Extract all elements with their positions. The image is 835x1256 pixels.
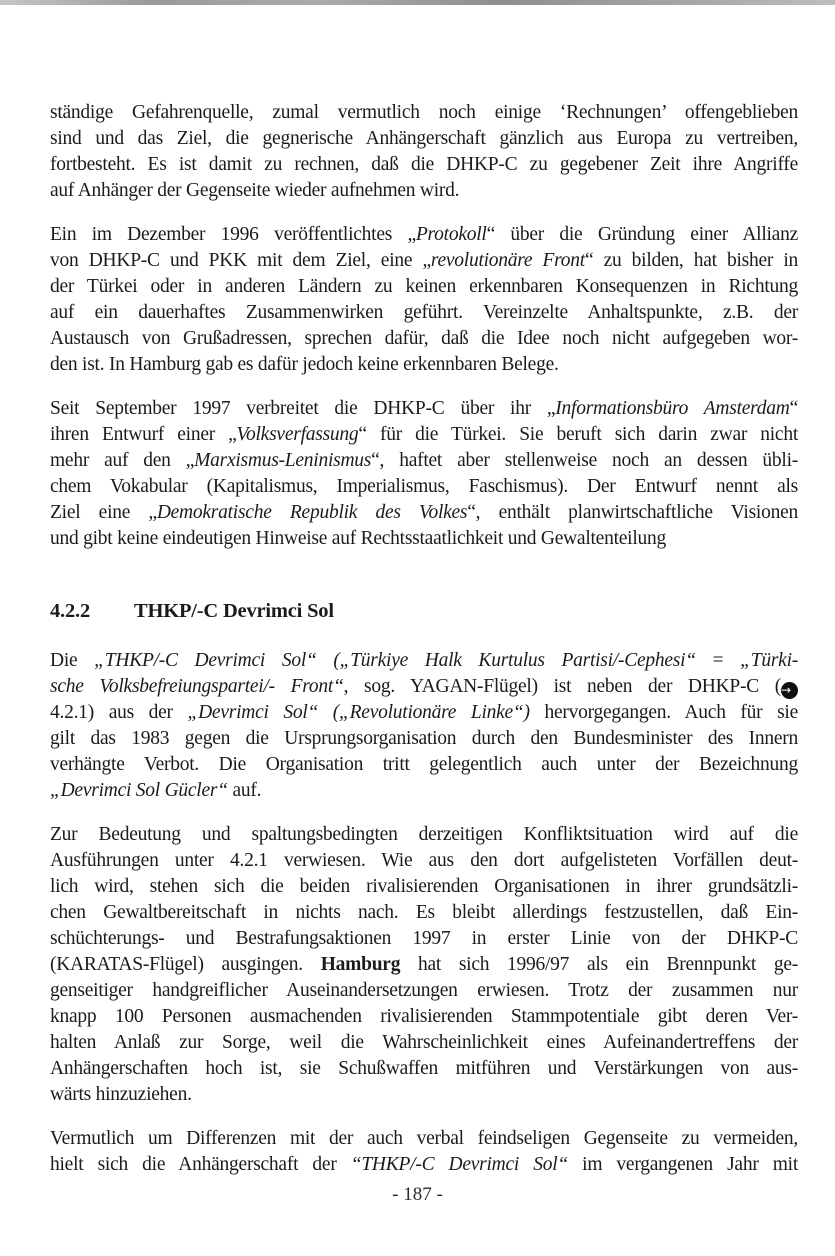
text-segment: verhängte Verbot. Die Organisation tritt gelegentlich auch unter der Bezeichnung xyxy=(50,754,798,775)
text-line xyxy=(50,178,798,204)
text-segment: knapp 100 Personen ausmachenden rivalisierenden Stammpotentiale gibt deren Ver- xyxy=(50,1006,798,1027)
text-line xyxy=(50,726,798,752)
text-segment: schüchterungs- und Bestrafungsaktionen 1997 in erster Linie von der DHKP-C xyxy=(50,928,798,949)
paragraph xyxy=(50,100,798,204)
text-segment: chen Gewaltbereitschaft in nichts nach. Es bleibt allerdings festzustellen, daß Ein- xyxy=(50,902,798,923)
text-segment: = xyxy=(695,650,741,671)
text-segment: auf ein dauerhaftes Zusammenwirken geführt. Vereinzelte Anhaltspunkte, z.B. der xyxy=(50,302,798,323)
text-segment: Protokoll xyxy=(415,224,487,245)
text-segment: fortbesteht. Es ist damit zu rechnen, daß die DHKP-C zu gegebener Zeit ihre Angriffe xyxy=(50,154,798,175)
text-line xyxy=(50,1152,798,1178)
text-segment: Demokratische Republik des Volkes xyxy=(156,502,468,523)
text-line xyxy=(50,1082,798,1108)
text-segment: von DHKP-C und PKK mit dem Ziel, eine „ xyxy=(50,250,431,271)
text-segment: der Türkei oder in anderen Ländern zu keinen erkennbaren Konsequenzen in Richtung xyxy=(50,276,798,297)
text-segment: “, haftet aber stellenweise noch an dessen übli- xyxy=(371,450,798,471)
text-segment: “ xyxy=(789,398,799,419)
text-line xyxy=(50,926,798,952)
paragraph xyxy=(50,822,798,1108)
text-segment: „THKP/-C Devrimci Sol“ („Türkiye Halk Kurtulus Partisi/-Cephesi“ xyxy=(94,650,696,671)
text-segment: sche Volksbefreiungspartei/- Front“ xyxy=(50,676,344,697)
text-segment: Informationsbüro Amsterdam xyxy=(555,398,790,419)
text-segment: Hamburg xyxy=(320,954,401,975)
text-line xyxy=(50,100,798,126)
text-line xyxy=(50,752,798,778)
text-line xyxy=(50,648,798,674)
text-segment: chem Vokabular (Kapitalismus, Imperialismus, Faschismus). Der Entwurf nennt als xyxy=(50,476,798,497)
text-segment: “THKP/-C Devrimci Sol“ xyxy=(350,1154,568,1175)
text-line xyxy=(50,526,798,552)
text-line xyxy=(50,778,798,804)
text-segment: (KARATAS-Flügel) ausgingen. xyxy=(50,954,321,975)
text-segment: ständige Gefahrenquelle, zumal vermutlich noch einige ‘Rechnungen’ offengeblieben xyxy=(50,102,798,123)
text-segment: und gibt keine eindeutigen Hinweise auf Rechtsstaatlichkeit und Gewaltenteilung xyxy=(50,528,666,549)
text-line xyxy=(50,1056,798,1082)
text-line xyxy=(50,874,798,900)
text-segment: wärts hinzuziehen. xyxy=(50,1084,192,1105)
text-segment: Die xyxy=(50,650,95,671)
text-line xyxy=(50,500,798,526)
text-segment: sind und das Ziel, die gegnerische Anhängerschaft gänzlich aus Europa zu vertreiben, xyxy=(50,128,798,149)
text-segment: Ziel eine „ xyxy=(50,502,157,523)
text-segment: Vermutlich um Differenzen mit der auch verbal feindseligen Gegenseite zu vermeiden, xyxy=(50,1128,798,1149)
text-line xyxy=(50,300,798,326)
text-line xyxy=(50,152,798,178)
text-line xyxy=(50,448,798,474)
text-segment: “ zu bilden, hat bisher in xyxy=(584,250,798,271)
text-line xyxy=(50,674,798,700)
section-number: 4.2.2 xyxy=(50,600,91,622)
text-line xyxy=(50,822,798,848)
text-line xyxy=(50,900,798,926)
text-line xyxy=(50,1126,798,1152)
text-segment: im vergangenen Jahr mit xyxy=(568,1154,798,1175)
text-line xyxy=(50,222,798,248)
text-line xyxy=(50,700,798,726)
text-segment: ihren Entwurf einer „ xyxy=(50,424,237,445)
scan-edge-top xyxy=(0,0,835,5)
section-heading xyxy=(50,598,798,624)
text-segment: den ist. In Hamburg gab es dafür jedoch keine erkennbaren Belege. xyxy=(50,354,559,375)
text-line xyxy=(50,1030,798,1056)
text-line xyxy=(50,126,798,152)
text-line xyxy=(50,978,798,1004)
text-line xyxy=(50,274,798,300)
text-segment: „Devrimci Sol“ („Revolutionäre Linke“) xyxy=(187,702,530,723)
text-line xyxy=(50,396,798,422)
text-segment: mehr auf den „ xyxy=(50,450,195,471)
text-segment: Marxismus-Leninismus xyxy=(194,450,372,471)
section-title: THKP/-C Devrimci Sol xyxy=(134,600,334,622)
text-segment: “ für die Türkei. Sie beruft sich darin zwar nicht xyxy=(358,424,798,445)
page-body-bottom xyxy=(50,648,798,1178)
text-segment: “, enthält planwirtschaftliche Visionen xyxy=(467,502,798,523)
text-segment: hielt sich die Anhängerschaft der xyxy=(50,1154,351,1175)
text-segment: halten Anlaß zur Sorge, weil die Wahrscheinlichkeit eines Aufeinandertreffens der xyxy=(50,1032,798,1053)
text-segment: Zur Bedeutung und spaltungsbedingten derzeitigen Konfliktsituation wird auf die xyxy=(50,824,798,845)
text-segment: “ über die Gründung einer Allianz xyxy=(486,224,798,245)
text-line xyxy=(50,474,798,500)
text-line xyxy=(50,326,798,352)
page-body-top xyxy=(50,100,798,552)
text-segment: „Türki- xyxy=(740,650,799,671)
text-segment: gilt das 1983 gegen die Ursprungsorganisation durch den Bundesminister des Innern xyxy=(50,728,798,749)
paragraph xyxy=(50,396,798,552)
text-segment: 4.2.1) aus der xyxy=(50,702,188,723)
text-segment: Volksverfassung xyxy=(236,424,359,445)
text-segment: „Devrimci Sol Gücler“ xyxy=(50,780,228,801)
text-segment: auf. xyxy=(227,780,262,801)
text-segment: Seit September 1997 verbreitet die DHKP-C über ihr „ xyxy=(50,398,556,419)
document-page xyxy=(50,100,798,1196)
text-segment: genseitiger handgreiflicher Auseinandersetzungen erwiesen. Trotz der zusammen nur xyxy=(50,980,798,1001)
text-segment: , sog. YAGAN-Flügel) ist neben der DHKP-C ( xyxy=(343,676,781,697)
text-line xyxy=(50,952,798,978)
text-line xyxy=(50,248,798,274)
cross-reference-icon: → xyxy=(781,682,798,699)
paragraph xyxy=(50,222,798,378)
text-segment: hervorgegangen. Auch für sie xyxy=(529,702,799,723)
text-segment: Austausch von Grußadressen, sprechen dafür, daß die Idee noch nicht aufgegeben wor- xyxy=(50,328,798,349)
text-segment: Ausführungen unter 4.2.1 verwiesen. Wie aus den dort aufgelisteten Vorfällen deut- xyxy=(50,850,798,871)
text-segment: Anhängerschaften hoch ist, sie Schußwaffen mitführen und Verstärkungen von aus- xyxy=(50,1058,798,1079)
text-segment: Ein im Dezember 1996 veröffentlichtes „ xyxy=(50,224,416,245)
text-line xyxy=(50,848,798,874)
text-line xyxy=(50,352,798,378)
paragraph xyxy=(50,1126,798,1178)
text-segment: hat sich 1996/97 als ein Brennpunkt ge- xyxy=(400,954,798,975)
text-line xyxy=(50,422,798,448)
text-segment: revolutionäre Front xyxy=(430,250,585,271)
page-number: - 187 - xyxy=(392,1184,443,1205)
paragraph xyxy=(50,648,798,804)
text-line xyxy=(50,1004,798,1030)
text-segment: auf Anhänger der Gegenseite wieder aufnehmen wird. xyxy=(50,180,460,201)
text-segment: lich wird, stehen sich die beiden rivalisierenden Organisationen in ihrer grundsätzli- xyxy=(50,876,798,897)
